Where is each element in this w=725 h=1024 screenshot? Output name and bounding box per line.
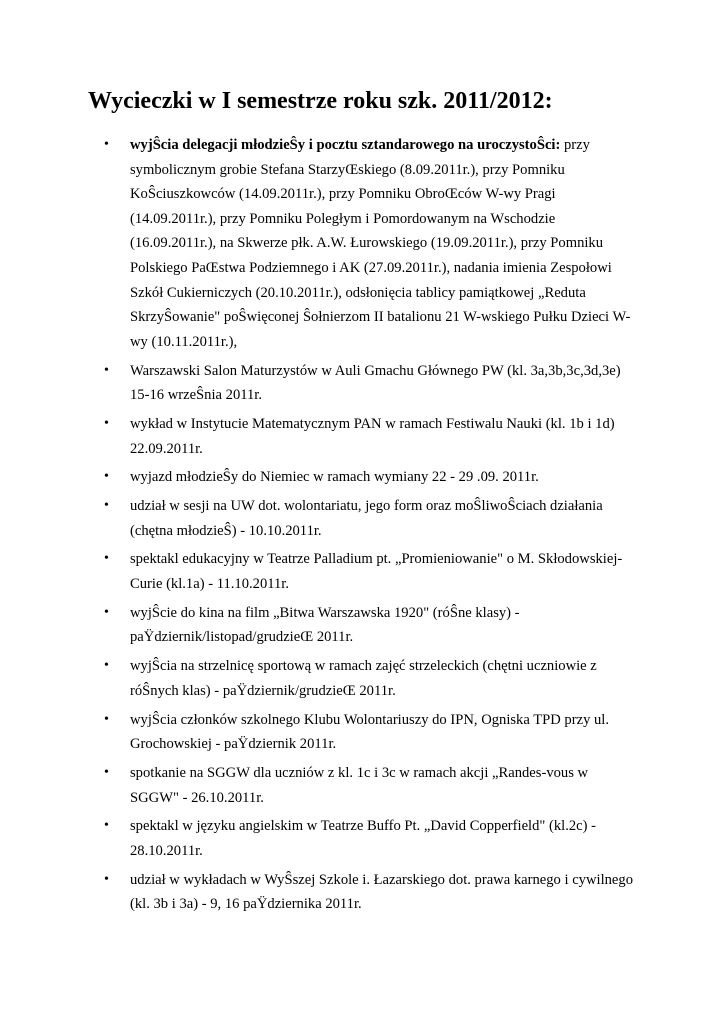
list-item-line: udział w wykładach w WyŜszej Szkole i. Łazarskiego dot. prawa karnego i cywilnego bbox=[130, 871, 633, 888]
list-item-line: (14.09.2011r.), przy Pomniku Poległym i Pomordowanym na Wschodzie bbox=[130, 210, 556, 227]
list-item-line: paŸdziernik/listopad/grudzieŒ 2011r. bbox=[130, 629, 354, 646]
list-item-line: wykład w Instytucie Matematycznym PAN w ramach Festiwalu Nauki (kl. 1b i 1d) bbox=[130, 415, 615, 432]
list-item-line: spektakl edukacyjny w Teatrze Palladium pt. „Promieniowanie" o M. Skłodowskiej- bbox=[130, 551, 623, 568]
list-item-line: przy bbox=[560, 137, 590, 153]
list-item-line: SGGW" - 26.10.2011r. bbox=[130, 789, 264, 806]
list-item bbox=[0, 412, 650, 461]
list-item-line: 15-16 wrzeŜnia 2011r. bbox=[130, 387, 262, 404]
list-item-line: 28.10.2011r. bbox=[130, 842, 203, 859]
list-item bbox=[0, 868, 650, 917]
list-item-line: wy (10.11.2011r.), bbox=[130, 333, 238, 350]
bullet-icon: • bbox=[104, 137, 109, 152]
bullet-icon: • bbox=[104, 658, 109, 674]
list-item-line: wyjazd młodzieŜy do Niemiec w ramach wymiany 22 - 29 .09. 2011r. bbox=[130, 469, 539, 486]
list-item-line: SkrzyŜowanie" poŜwięconej Ŝołnierzom II batalionu 21 W-wskiego Pułku Dzieci W- bbox=[130, 309, 631, 326]
list-item-line: 22.09.2011r. bbox=[130, 440, 203, 457]
list-item bbox=[0, 465, 650, 490]
list-item bbox=[0, 654, 650, 703]
list-item bbox=[0, 814, 650, 863]
list-item-heading: wyjŜcia delegacji młodzieŜy i pocztu sztandarowego na uroczystoŜci: bbox=[130, 137, 561, 153]
list-item-line: symbolicznym grobie Stefana StarzyŒskiego (8.09.2011r.), przy Pomniku bbox=[130, 161, 565, 178]
list-item bbox=[0, 133, 650, 354]
list-item bbox=[0, 708, 650, 757]
list-item-line: (16.09.2011r.), na Skwerze płk. A.W. Łurowskiego (19.09.2011r.), przy Pomniku bbox=[130, 235, 604, 252]
list-item bbox=[0, 761, 650, 810]
list-item-line: wyjŜcia członków szkolnego Klubu Wolontariuszy do IPN, Ogniska TPD przy ul. bbox=[130, 711, 610, 728]
bullet-icon: • bbox=[104, 362, 109, 378]
list-item-line: (chętna młodzieŜ) - 10.10.2011r. bbox=[130, 522, 322, 539]
bullet-icon: • bbox=[104, 551, 109, 567]
list-item-line: udział w sesji na UW dot. wolontariatu, jego form oraz moŜliwoŜciach działania bbox=[130, 498, 603, 515]
list-item bbox=[0, 547, 650, 596]
bullet-icon: • bbox=[104, 764, 109, 780]
trip-list bbox=[0, 133, 725, 921]
bullet-icon: • bbox=[104, 711, 109, 727]
bullet-icon: • bbox=[104, 871, 109, 887]
bullet-icon: • bbox=[104, 415, 109, 431]
bullet-icon: • bbox=[104, 604, 109, 620]
list-item-line: (kl. 3b i 3a) - 9, 16 paŸdziernika 2011r. bbox=[130, 896, 362, 913]
list-item-line: spektakl w języku angielskim w Teatrze Buffo Pt. „David Copperfield" (kl.2c) - bbox=[130, 818, 597, 835]
list-item-line: spotkanie na SGGW dla uczniów z kl. 1c i 3c w ramach akcji „Randes-vous w bbox=[130, 764, 589, 781]
list-item-line: wyjŜcia na strzelnicę sportową w ramach zajęć strzeleckich (chętni uczniowie z bbox=[130, 658, 597, 675]
list-item bbox=[0, 359, 650, 408]
list-item bbox=[0, 601, 650, 650]
list-item-line: Curie (kl.1a) - 11.10.2011r. bbox=[130, 576, 290, 593]
bullet-icon: • bbox=[104, 498, 109, 514]
list-item-line: Polskiego PaŒstwa Podziemnego i AK (27.09.2011r.), nadania imienia Zespołowi bbox=[130, 259, 612, 276]
list-item-line: róŜnych klas) - paŸdziernik/grudzieŒ 2011r. bbox=[130, 682, 396, 699]
document-title: Wycieczki w I semestrze roku szk. 2011/2012: bbox=[88, 88, 553, 114]
bullet-icon: • bbox=[104, 818, 109, 834]
list-item-line: wyjŜcie do kina na film „Bitwa Warszawska 1920" (róŜne klasy) - bbox=[130, 604, 520, 621]
bullet-icon: • bbox=[104, 469, 109, 485]
list-item-line: Szkół Cukierniczych (20.10.2011r.), odsłonięcia tablicy pamiątkowej „Reduta bbox=[130, 284, 586, 301]
list-item-line: Warszawski Salon Maturzystów w Auli Gmachu Głównego PW (kl. 3a,3b,3c,3d,3e) bbox=[130, 362, 621, 379]
list-item-line: KoŜciuszkowców (14.09.2011r.), przy Pomniku ObroŒców W-wy Pragi bbox=[130, 186, 556, 203]
list-item-line: Grochowskiej - paŸdziernik 2011r. bbox=[130, 736, 337, 753]
list-item bbox=[0, 494, 650, 543]
